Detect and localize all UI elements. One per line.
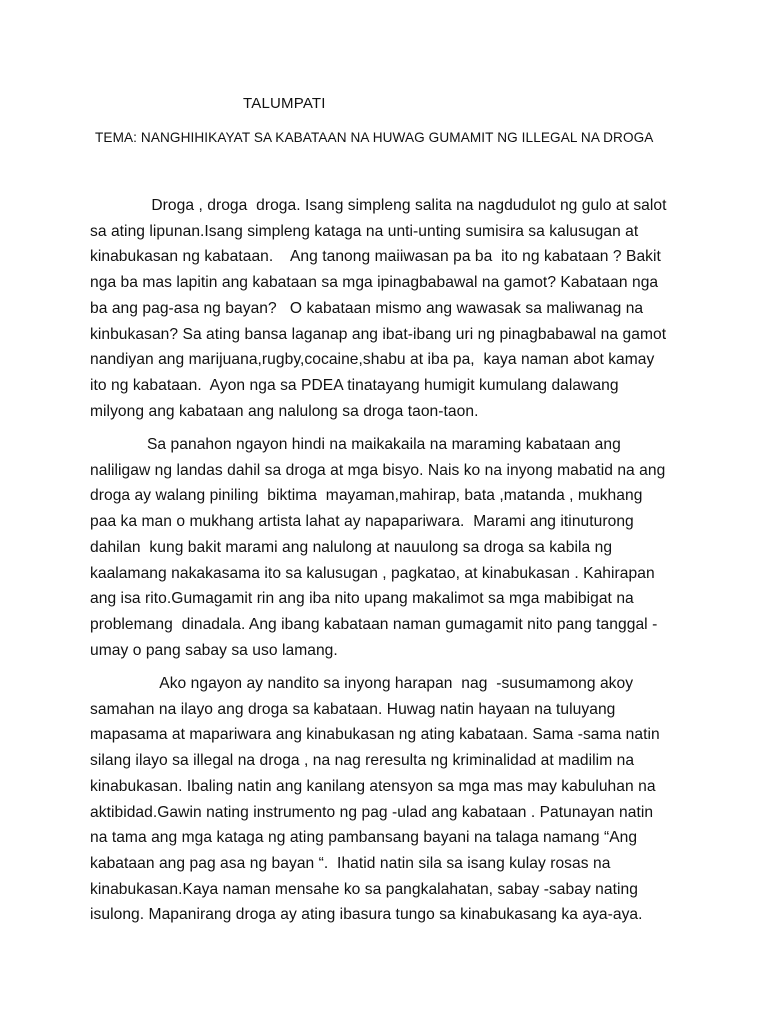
paragraph-line: naliligaw ng landas dahil sa droga at mga bisyo. Nais ko na inyong mabatid na ang bbox=[90, 461, 666, 479]
paragraph-line: kinabukasan ng kabataan. Ang tanong maiiwasan pa ba ito ng kabataan ? Bakit bbox=[90, 248, 661, 266]
document-body bbox=[90, 193, 680, 924]
paragraph-line: kinabukasan.Kaya naman mensahe ko sa pangkalahatan, sabay -sabay nating bbox=[90, 880, 638, 898]
paragraph-line: samahan na ilayo ang droga sa kabataan. Huwag natin hayaan na tuluyang bbox=[90, 700, 616, 718]
paragraph-line: droga ay walang piniling biktima mayaman,mahirap, bata ,matanda , mukhang bbox=[90, 487, 643, 505]
paragraph-line: Droga , droga droga. Isang simpleng salita na nagdudulot ng gulo at salot bbox=[90, 197, 667, 214]
paragraph-line: ba ang pag-asa ng bayan? O kabataan mismo ang wawasak sa maliwanag na bbox=[90, 299, 644, 317]
paragraph-line: mapasama at mapariwara ang kinabukasan ng ating kabataan. Sama -sama natin bbox=[90, 726, 660, 744]
paragraph-line: Sa panahon ngayon hindi na maikakaila na maraming kabataan ang bbox=[90, 436, 621, 453]
paragraph-line: dahilan kung bakit marami ang nalulong at nauulong sa droga sa kabila ng bbox=[90, 538, 613, 556]
paragraph-line: kabataan ang pag asa ng bayan “. Ihatid natin sila sa isang kulay rosas na bbox=[90, 854, 611, 872]
paragraph-line: problemang dinadala. Ang ibang kabataan naman gumagamit nito pang tanggal - bbox=[90, 615, 658, 633]
paragraph-line: ang isa rito.Gumagamit rin ang iba nito upang makalimot sa mga mabibigat na bbox=[90, 590, 634, 608]
paragraph-3 bbox=[90, 671, 660, 928]
paragraph-1 bbox=[90, 193, 680, 424]
paragraph-line: na tama ang mga kataga ng ating pambansang bayani na talaga namang “Ang bbox=[90, 829, 638, 847]
paragraph-line: ito ng kabataan. Ayon nga sa PDEA tinatayang humigit kumulang dalawang bbox=[90, 376, 619, 394]
document-title: TALUMPATI bbox=[243, 95, 326, 112]
paragraph-line: kinbukasan? Sa ating bansa laganap ang ibat-ibang uri ng pinagbabawal na gamot bbox=[90, 325, 667, 343]
paragraph-line: nga ba mas lapitin ang kabataan sa mga ipinagbabawal na gamot? Kabataan nga bbox=[90, 274, 659, 292]
paragraph-line: umay o pang sabay sa uso lamang. bbox=[90, 641, 338, 659]
paragraph-2 bbox=[90, 432, 665, 663]
paragraph-line: kinabukasan. Ibaling natin ang kanilang atensyon sa mga mas may kabuluhan na bbox=[90, 777, 656, 795]
paragraph-line: silang ilayo sa illegal na droga , na nag reresulta ng kriminalidad at madilim na bbox=[90, 752, 635, 770]
paragraph-line: kaalamang nakakasama ito sa kalusugan , pagkatao, at kinabukasan . Kahirapan bbox=[90, 564, 655, 582]
paragraph-line: nandiyan ang marijuana,rugby,cocaine,shabu at iba pa, kaya naman abot kamay bbox=[90, 351, 655, 369]
paragraph-line: isulong. Mapanirang droga ay ating ibasura tungo sa kinabukasang ka aya-aya. bbox=[90, 906, 643, 924]
paragraph-line: milyong ang kabataan ang nalulong sa droga taon-taon. bbox=[90, 402, 479, 420]
document-theme: TEMA: NANGHIHIKAYAT SA KABATAAN NA HUWAG GUMAMIT NG ILLEGAL NA DROGA bbox=[95, 130, 654, 145]
paragraph-line: aktibidad.Gawin nating instrumento ng pag -ulad ang kabataan . Patunayan natin bbox=[90, 803, 654, 821]
paragraph-line: sa ating lipunan.Isang simpleng kataga na unti-unting sumisira sa kalusugan at bbox=[90, 222, 639, 240]
paragraph-line: Ako ngayon ay nandito sa inyong harapan nag -susumamong akoy bbox=[90, 675, 634, 692]
paragraph-line: paa ka man o mukhang artista lahat ay napapariwara. Marami ang itinuturong bbox=[90, 513, 634, 531]
